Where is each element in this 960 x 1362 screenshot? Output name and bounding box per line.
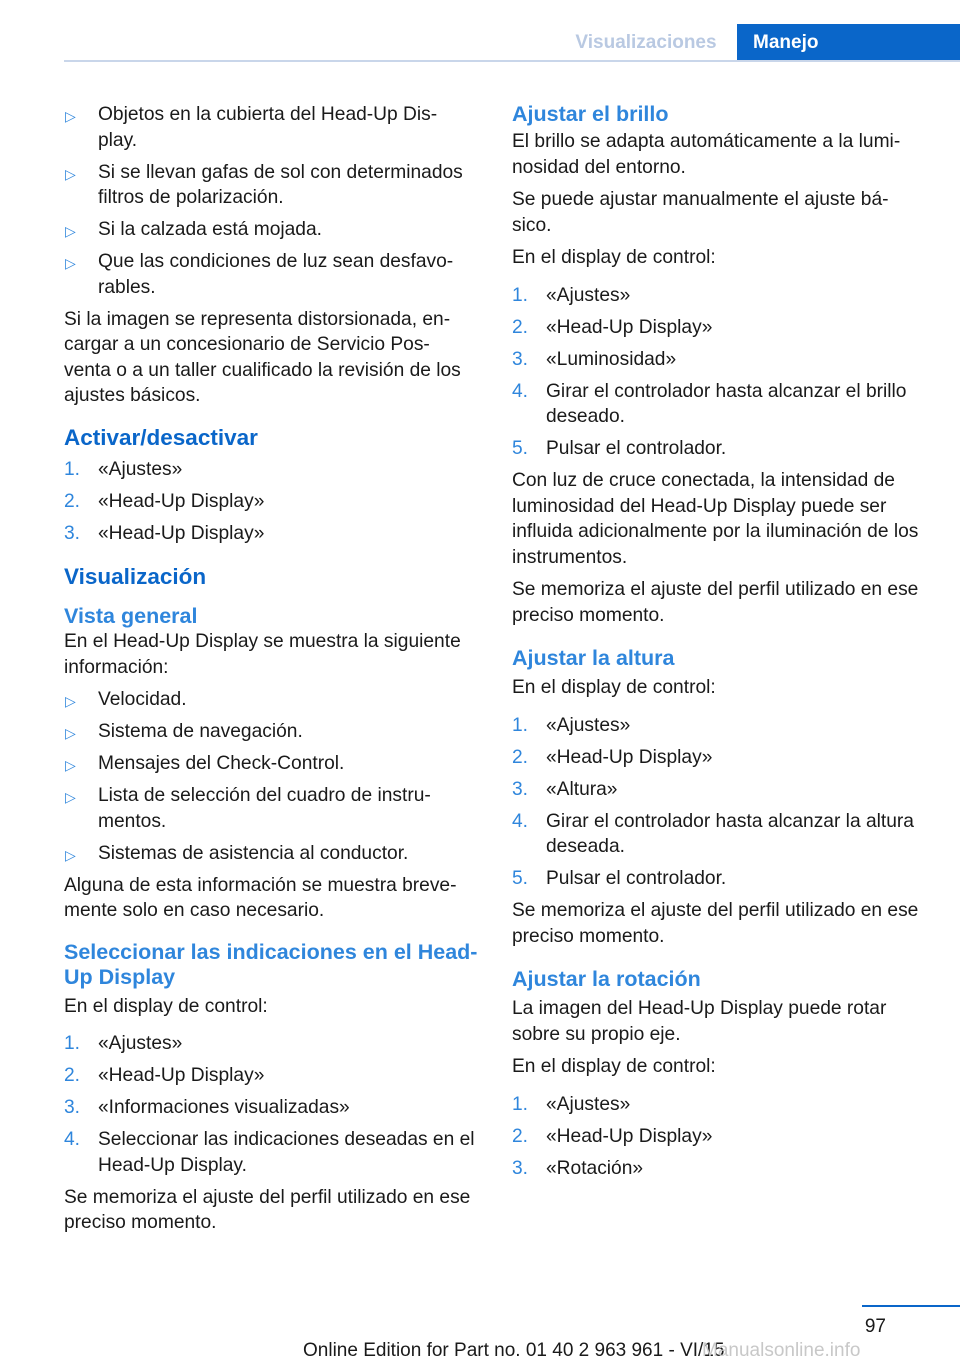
list-item: 4. Seleccionar las indicaciones deseadas en el Head-Up Display. — [64, 1129, 475, 1176]
list-item: 3. «Altura» — [512, 778, 618, 800]
list-item: ▷ Sistemas de asistencia al conductor. — [64, 841, 478, 867]
list-item: 3. «Head-Up Display» — [64, 522, 265, 544]
triangle-bullet-icon: ▷ — [65, 846, 76, 863]
triangle-bullet-icon: ▷ — [65, 789, 76, 805]
header-rule — [64, 60, 960, 62]
brillo-steps — [512, 283, 930, 462]
list-item: 2. «Head-Up Display» — [64, 1065, 265, 1086]
brillo-p3: En el display de control: — [512, 247, 716, 268]
list-item: 4. Girar el controlador hasta alcanzar el brillo deseado. — [512, 380, 907, 427]
rot-p2: En el display de control: — [512, 1056, 716, 1077]
heading-rotacion: Ajustar la rotación — [512, 967, 701, 991]
sel-note: Se memoriza el ajuste del perfil utilizado en ese preciso momento. — [64, 1186, 471, 1233]
triangle-bullet-icon: ▷ — [65, 255, 76, 271]
footer-rule — [862, 1305, 960, 1307]
right-column — [512, 102, 930, 1188]
altura-intro: En el display de control: — [512, 677, 716, 698]
sel-steps — [64, 1031, 478, 1178]
list-item: ▷ Que las condiciones de luz sean desfavo‐ rables. — [65, 251, 454, 298]
triangle-bullet-icon: ▷ — [65, 693, 76, 709]
rot-p1: La imagen del Head-Up Display puede rotar sobre su propio eje. — [512, 998, 887, 1045]
list-item: 1. «Ajustes» — [512, 714, 631, 736]
list-item: 2. «Head-Up Display» — [512, 316, 713, 338]
list-item: ▷ Velocidad. — [64, 687, 478, 713]
watermark: Manualsonline.info — [702, 1340, 861, 1361]
rot-steps — [512, 1092, 930, 1182]
brillo-p4: Con luz de cruce conectada, la intensidad de luminosidad del Head-Up Display puede ser influida adicionalmente por la iluminación de los instrumentos. — [512, 470, 919, 568]
list-item: 5. Pulsar el controlador. — [512, 868, 727, 889]
list-item: ▷ Mensajes del Check-Control. — [64, 751, 478, 777]
list-item: 1. «Ajustes» — [512, 1093, 631, 1115]
heading-vista-general: Vista general — [64, 604, 198, 628]
list-item: 1. «Ajustes» — [64, 1033, 183, 1054]
list-item: 3. «Informaciones visualizadas» — [64, 1097, 350, 1118]
header-active-tab: Manejo — [737, 24, 960, 61]
list-item: ▷ Si se llevan gafas de sol con determinados filtros de polarización. — [65, 161, 463, 208]
list-item: 5. Pulsar el controlador. — [512, 438, 727, 459]
left-column — [64, 102, 478, 1243]
list-item: 1. «Ajustes» — [64, 458, 183, 480]
brillo-p2: Se puede ajustar manualmente el ajuste bá‐ sico. — [512, 189, 889, 236]
brillo-p5: Se memoriza el ajuste del perfil utilizado en ese preciso momento. — [512, 579, 919, 626]
triangle-bullet-icon: ▷ — [65, 108, 76, 124]
list-item: 3. «Luminosidad» — [512, 348, 677, 370]
vista-intro: En el Head-Up Display se muestra la siguiente información: — [64, 631, 461, 678]
altura-note: Se memoriza el ajuste del perfil utilizado en ese preciso momento. — [512, 900, 919, 947]
list-item: 3. «Rotación» — [512, 1157, 644, 1179]
altura-steps — [512, 713, 930, 892]
activar-steps — [64, 457, 478, 547]
brillo-p1: El brillo se adapta automáticamente a la lumi‐ nosidad del entorno. — [512, 131, 901, 178]
list-item: ▷ Sistema de navegación. — [64, 719, 478, 745]
heading-brillo: Ajustar el brillo — [512, 102, 669, 126]
list-item: 1. «Ajustes» — [512, 284, 631, 306]
triangle-bullet-icon: ▷ — [65, 165, 76, 182]
heading-altura: Ajustar la altura — [512, 646, 675, 670]
vista-note: Alguna de esta información se muestra breve‐ mente solo en caso necesario. — [64, 874, 457, 921]
page-number: 97 — [864, 1316, 886, 1337]
sel-intro: En el display de control: — [64, 995, 268, 1017]
heading-visualizacion: Visualización — [64, 564, 207, 589]
list-item: ▷ Si la calzada está mojada. — [64, 217, 478, 243]
list-item: 4. Girar el controlador hasta alcanzar la altura deseada. — [512, 810, 914, 857]
heading-seleccionar: Seleccionar las indicaciones en el Head-Up Display — [64, 939, 478, 989]
distortion-paragraph: Si la imagen se representa distorsionada, en‐ cargar a un concesionario de Servicio Pos‐ venta o a un taller cualificado la revisión de los ajustes básicos. — [64, 308, 461, 406]
conditions-list — [64, 102, 478, 300]
vista-list — [64, 687, 478, 866]
list-item: 2. «Head-Up Display» — [512, 1125, 713, 1147]
list-item: 2. «Head-Up Display» — [512, 746, 713, 768]
online-edition: Online Edition for Part no. 01 40 2 963 961 - VI/15 — [303, 1340, 725, 1361]
triangle-bullet-icon: ▷ — [65, 223, 76, 239]
list-item: ▷ Objetos en la cubierta del Head-Up Dis‐ play. — [65, 104, 438, 151]
heading-activar: Activar/desactivar — [64, 424, 258, 450]
header-section-tab: Visualizaciones — [575, 32, 717, 53]
triangle-bullet-icon: ▷ — [65, 757, 76, 773]
triangle-bullet-icon: ▷ — [65, 725, 76, 741]
list-item: 2. «Head-Up Display» — [64, 490, 265, 512]
list-item: ▷ Lista de selección del cuadro de instru‐ mentos. — [65, 785, 431, 832]
